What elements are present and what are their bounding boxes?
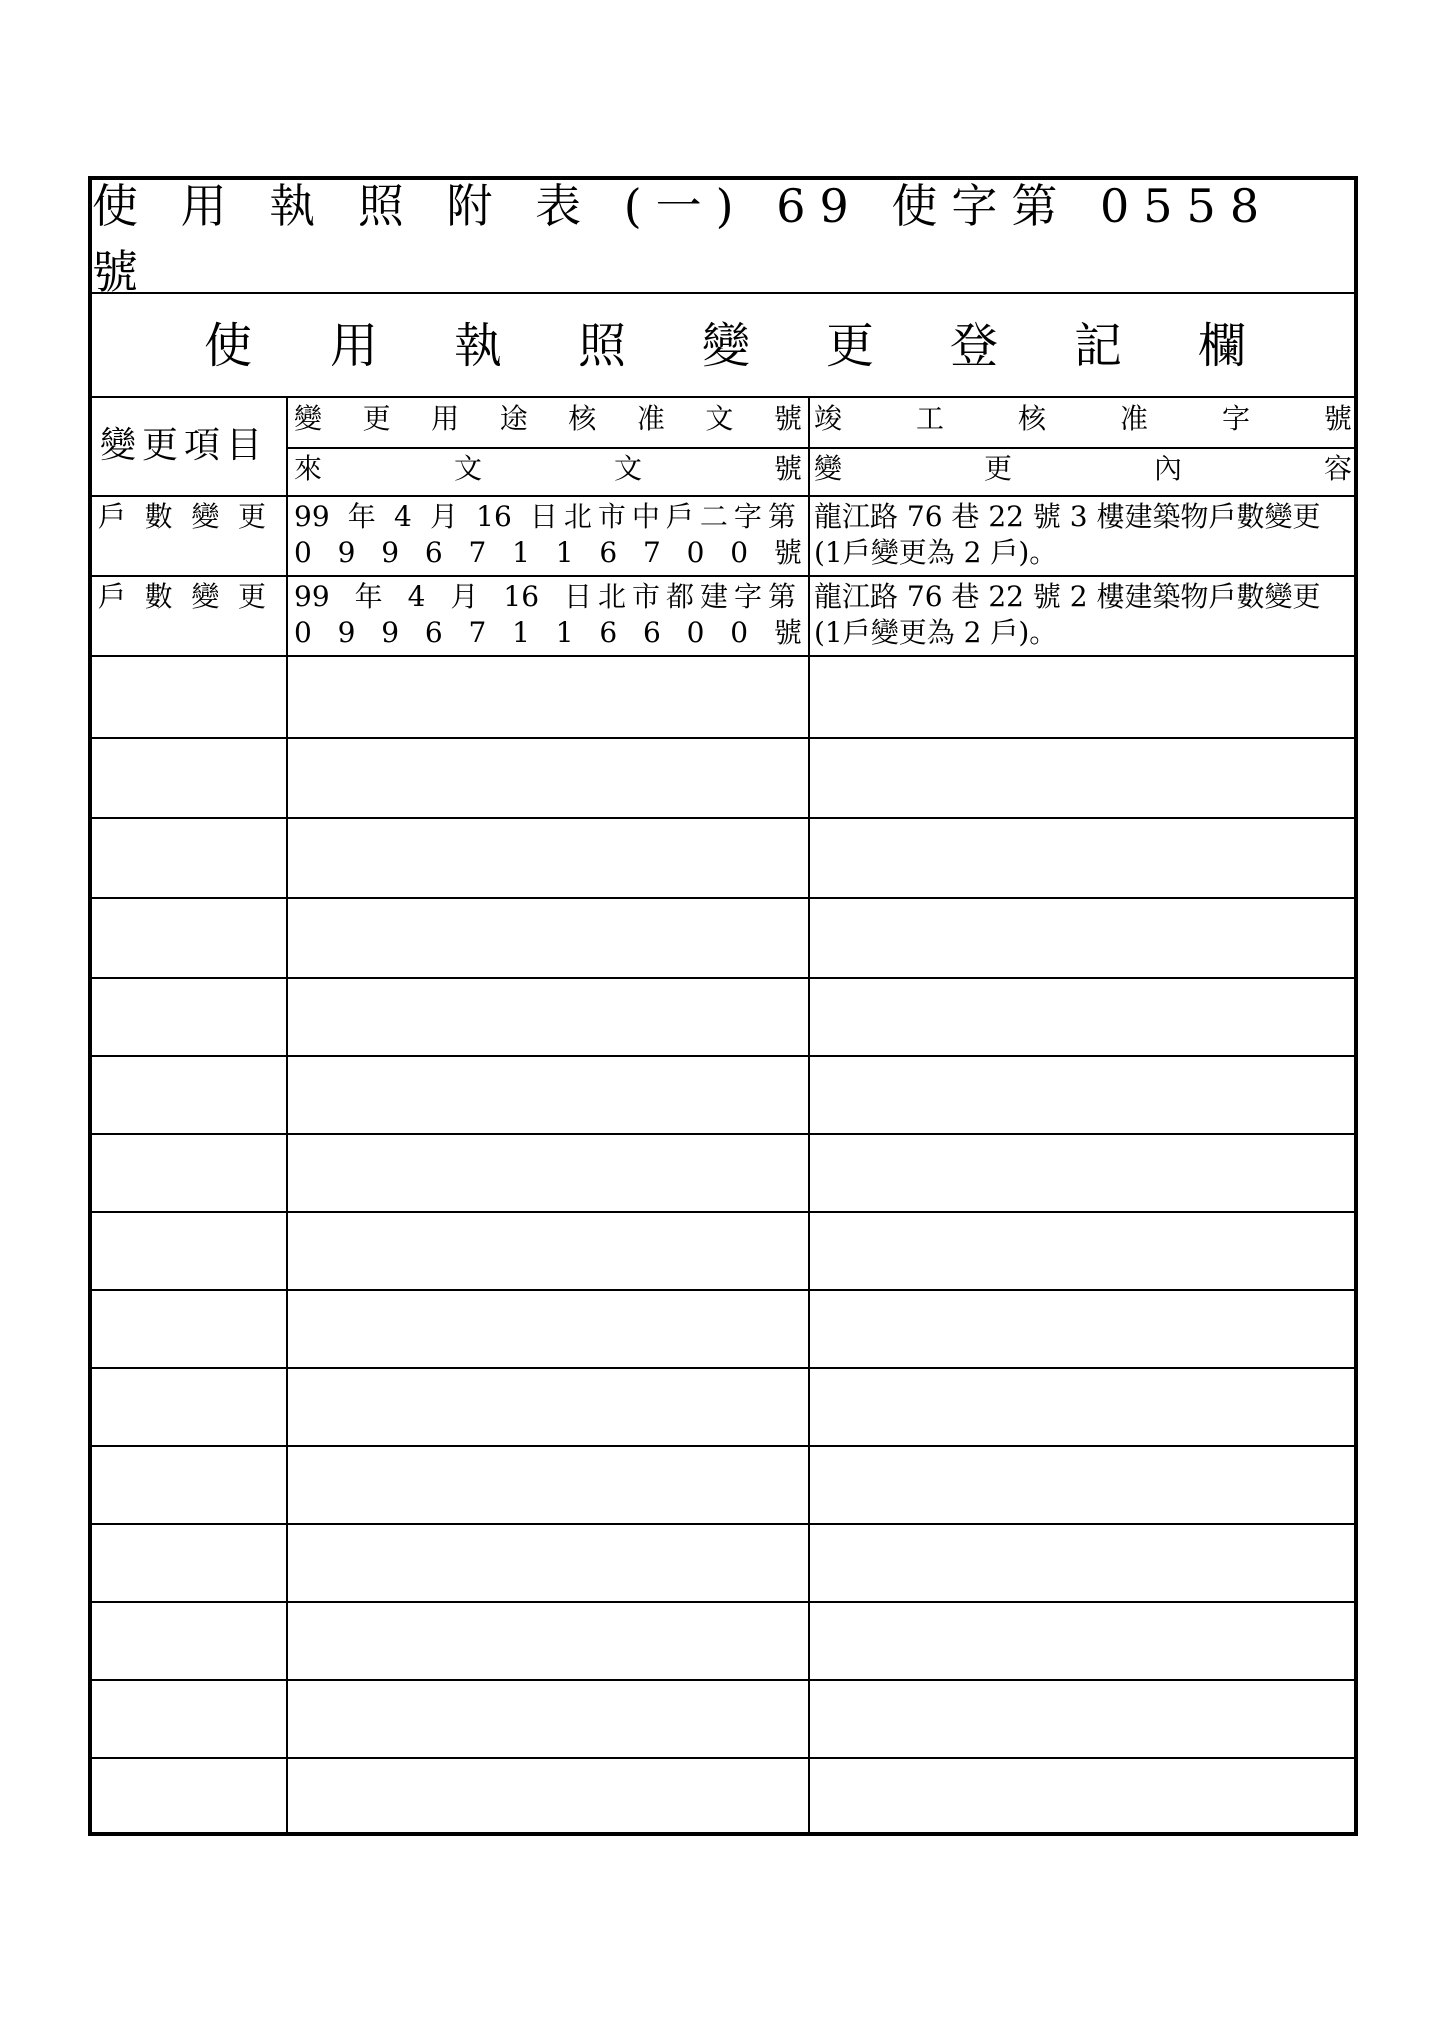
row-item — [98, 580, 266, 614]
row-content-line1: 龍江路 76 巷 22 號 3 樓建築物戶數變更 — [814, 500, 1321, 533]
doc-part: 年 — [347, 500, 376, 533]
doc-digit: 1 — [555, 536, 574, 569]
doc-digit: 0 — [686, 616, 705, 649]
grid-line — [92, 1211, 1358, 1213]
grid-line — [92, 1445, 1358, 1447]
doc-digit: 號 — [773, 616, 802, 649]
header-char: 工 — [915, 402, 944, 435]
header-char: 來 — [294, 452, 323, 485]
column-header-approval-doc-no — [294, 402, 802, 436]
doc-digit: 6 — [643, 616, 661, 649]
doc-digit: 0 — [686, 536, 705, 569]
section-title-char: 使 — [204, 318, 253, 374]
grid-line — [92, 1523, 1358, 1525]
doc-part: 月 — [450, 580, 479, 613]
header-char: 文 — [613, 452, 642, 485]
item-char: 戶 — [98, 500, 127, 533]
doc-digit: 1 — [512, 616, 530, 649]
doc-part: 99 — [294, 580, 330, 613]
section-title-char: 變 — [702, 318, 751, 374]
item-char: 更 — [237, 580, 266, 613]
doc-digit: 9 — [337, 536, 356, 569]
doc-part: 4 — [407, 580, 426, 613]
grid-line — [92, 737, 1358, 739]
header-char: 准 — [1119, 402, 1148, 435]
doc-digit: 7 — [468, 616, 487, 649]
header-char: 字 — [1221, 402, 1250, 435]
doc-part: 年 — [354, 580, 383, 613]
doc-digit: 0 — [730, 536, 749, 569]
doc-digit: 號 — [773, 536, 802, 569]
header-char: 用 — [431, 402, 460, 435]
row-content-line1: 龍江路 76 巷 22 號 2 樓建築物戶數變更 — [814, 580, 1321, 613]
header-char: 文 — [705, 402, 734, 435]
doc-part: 月 — [429, 500, 458, 533]
doc-digit: 6 — [424, 536, 443, 569]
section-title-char: 用 — [330, 318, 379, 374]
doc-digit: 6 — [599, 616, 618, 649]
item-char: 變 — [191, 580, 220, 613]
row-content-line2: (1戶變更為 2 戶)。 — [814, 616, 1058, 649]
grid-line — [92, 1679, 1358, 1681]
row-doc-line1 — [294, 580, 802, 614]
grid-line — [286, 398, 288, 1836]
grid-line — [92, 495, 1358, 497]
item-char: 更 — [237, 500, 266, 533]
doc-digit: 7 — [468, 536, 487, 569]
header-char: 核 — [568, 402, 597, 435]
grid-line — [92, 655, 1358, 657]
header-char: 變 — [294, 402, 323, 435]
header-char: 准 — [636, 402, 665, 435]
row-doc-line1 — [294, 500, 802, 534]
doc-part: 99 — [294, 500, 330, 533]
column-header-incoming-doc-no — [294, 452, 802, 486]
grid-line — [92, 1133, 1358, 1135]
header-char: 變 — [814, 452, 843, 485]
grid-line — [92, 1289, 1358, 1291]
item-char: 數 — [144, 580, 173, 613]
grid-line — [92, 977, 1358, 979]
doc-digit: 9 — [381, 536, 400, 569]
header-char: 號 — [1323, 402, 1352, 435]
header-char: 竣 — [814, 402, 843, 435]
section-title-char: 記 — [1074, 318, 1123, 374]
doc-part: 日北市中戶二字第 — [529, 500, 802, 533]
section-title-char: 欄 — [1198, 318, 1247, 374]
header-char: 更 — [983, 452, 1012, 485]
header-char: 核 — [1017, 402, 1046, 435]
grid-line — [92, 817, 1358, 819]
header-char: 內 — [1153, 452, 1182, 485]
item-char: 變 — [191, 500, 220, 533]
grid-line — [92, 897, 1358, 899]
grid-line — [92, 1757, 1358, 1759]
header-char: 文 — [453, 452, 482, 485]
section-title-char: 執 — [454, 318, 503, 374]
doc-digit: 9 — [337, 616, 356, 649]
header-char: 號 — [773, 452, 802, 485]
doc-digit: 7 — [643, 536, 661, 569]
doc-digit: 6 — [424, 616, 443, 649]
section-title-char: 照 — [578, 318, 627, 374]
section-title — [92, 294, 1354, 398]
section-title-char: 登 — [950, 318, 999, 374]
header-char: 容 — [1323, 452, 1352, 485]
section-title-char: 更 — [826, 318, 875, 374]
doc-digit: 1 — [512, 536, 530, 569]
doc-digit: 0 — [730, 616, 749, 649]
doc-digit: 0 — [294, 616, 312, 649]
row-doc-line2 — [294, 616, 802, 650]
doc-part: 16 — [476, 500, 512, 533]
doc-part: 16 — [503, 580, 540, 613]
row-content-line2: (1戶變更為 2 戶)。 — [814, 536, 1058, 569]
column-header-completion-no — [814, 402, 1352, 436]
item-char: 數 — [144, 500, 173, 533]
doc-digit: 0 — [294, 536, 312, 569]
header-char: 更 — [362, 402, 391, 435]
grid-line — [92, 1055, 1358, 1057]
doc-part: 4 — [393, 500, 412, 533]
column-header-item: 變更項目 — [100, 425, 269, 466]
row-doc-line2 — [294, 536, 802, 570]
form-title: 使 用 執 照 附 表 (一) 69 使字第 0558 號 — [92, 180, 1354, 294]
doc-digit: 9 — [381, 616, 400, 649]
header-char: 途 — [499, 402, 528, 435]
grid-line — [808, 398, 810, 1836]
column-header-change-content — [814, 452, 1352, 486]
doc-digit: 6 — [599, 536, 618, 569]
row-item — [98, 500, 266, 534]
grid-line — [92, 575, 1358, 577]
grid-line — [288, 447, 1358, 449]
grid-line — [92, 1367, 1358, 1369]
license-form — [88, 176, 1358, 1836]
grid-line — [92, 1601, 1358, 1603]
header-char: 號 — [773, 402, 802, 435]
doc-digit: 1 — [555, 616, 574, 649]
item-char: 戶 — [98, 580, 127, 613]
doc-part: 日北市都建字第 — [563, 580, 802, 613]
